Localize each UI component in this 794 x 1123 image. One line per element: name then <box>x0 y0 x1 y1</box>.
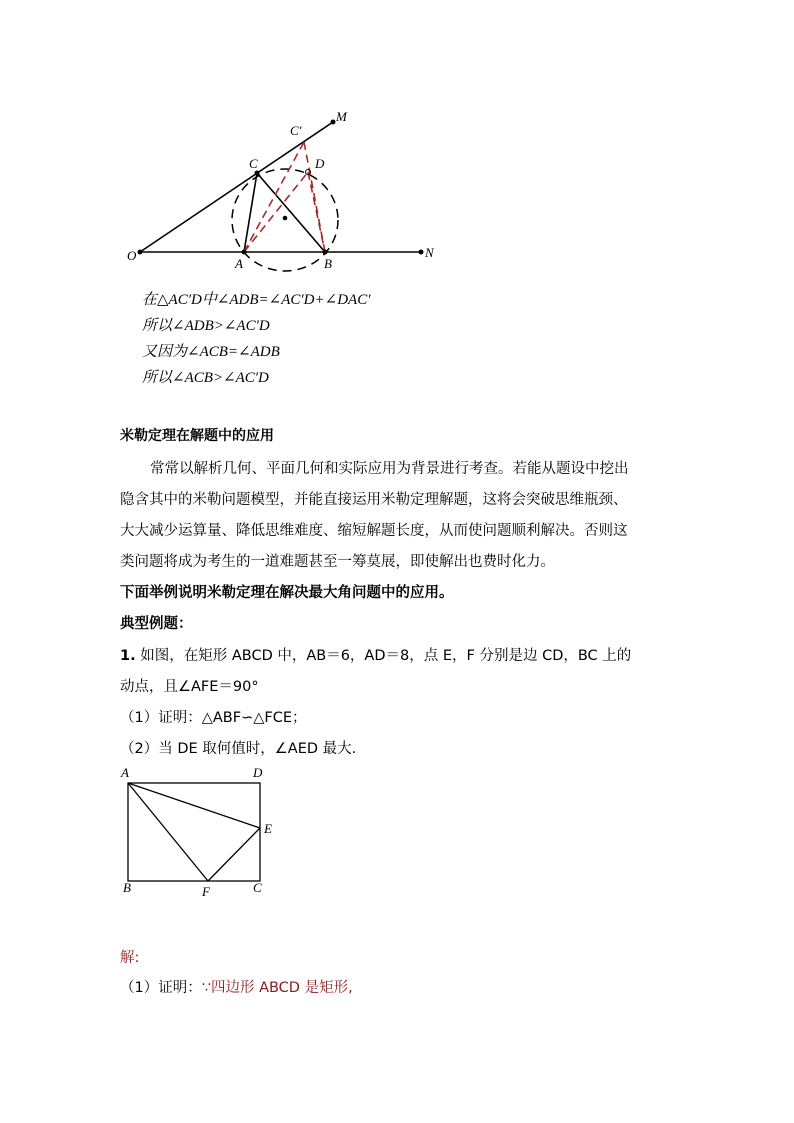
label-M: M <box>336 109 347 124</box>
point-B <box>323 250 328 255</box>
proof-line-4: 所以∠ACB>∠AC′D <box>142 370 269 386</box>
label-O: O <box>127 248 137 263</box>
miller-angle-figure <box>120 105 450 280</box>
label-C: C <box>249 156 258 171</box>
circle-center <box>283 216 288 221</box>
problem-text-1: 如图，在矩形 ABCD 中，AB＝6，AD＝8，点 E，F 分别是边 CD，BC 上的 <box>135 648 632 664</box>
section-title: 米勒定理在解题中的应用 <box>120 428 274 444</box>
point-N <box>419 250 424 255</box>
solution-label: 解: <box>120 950 140 966</box>
solution-line-1 <box>120 976 353 997</box>
proof-line-3: 又因为∠ACB=∠ADB <box>142 344 280 360</box>
label-C-prime: C' <box>290 123 302 138</box>
problem-line-1 <box>120 644 631 665</box>
point-O <box>138 250 143 255</box>
problem-line-2: 动点，且∠AFE＝90° <box>120 679 259 695</box>
segment-AF <box>128 783 208 881</box>
label-N: N <box>425 245 434 260</box>
solution-red-text: ∵四边形 ABCD 是矩形, <box>201 980 353 996</box>
para-line-3: 大大减少运算量、降低思维难度、缩短解题长度，从而使问题顺利解决。否则这 <box>120 523 628 539</box>
segment-FE <box>208 828 260 881</box>
segment-AE <box>128 783 260 828</box>
rectangle-ABCD <box>128 783 260 881</box>
intro-line: 下面举例说明米勒定理在解决最大角问题中的应用。 <box>120 585 454 601</box>
label-D: D <box>315 156 325 171</box>
problem-question-2: （2）当 DE 取何值时，∠AED 最大. <box>120 741 357 757</box>
solution-prefix: （1）证明： <box>120 980 202 996</box>
label-B: B <box>324 256 332 271</box>
rect-label-B: B <box>123 880 131 895</box>
label-A: A <box>235 256 243 271</box>
rect-label-C: C <box>253 880 262 895</box>
problem-question-1: （1）证明：△ABF∽△FCE； <box>120 710 307 726</box>
para-line-2: 隐含其中的米勒问题模型，并能直接运用米勒定理解题，这将会突破思维瓶颈、 <box>120 492 628 508</box>
rect-label-A: A <box>121 765 129 780</box>
ray-OM <box>140 122 333 252</box>
segment-CB <box>257 173 325 252</box>
rect-label-E: E <box>264 821 272 836</box>
proof-line-1: 在△AC′D中∠ADB=∠AC′D+∠DAC′ <box>142 292 371 308</box>
point-A <box>242 250 247 255</box>
para-line-1: 常常以解析几何、平面几何和实际应用为背景进行考查。若能从题设中挖出 <box>150 461 629 477</box>
proof-line-2: 所以∠ADB>∠AC′D <box>142 318 270 334</box>
rect-label-F: F <box>202 884 210 899</box>
rectangle-figure <box>120 775 280 890</box>
segment-AD <box>244 172 308 252</box>
rect-label-D: D <box>253 765 263 780</box>
problem-number: 1. <box>120 648 136 664</box>
point-M <box>331 120 336 125</box>
para-line-4: 类问题将成为考生的一道难题甚至一筹莫展，即使解出也费时化力。 <box>120 554 555 570</box>
examples-title: 典型例题： <box>120 616 193 632</box>
